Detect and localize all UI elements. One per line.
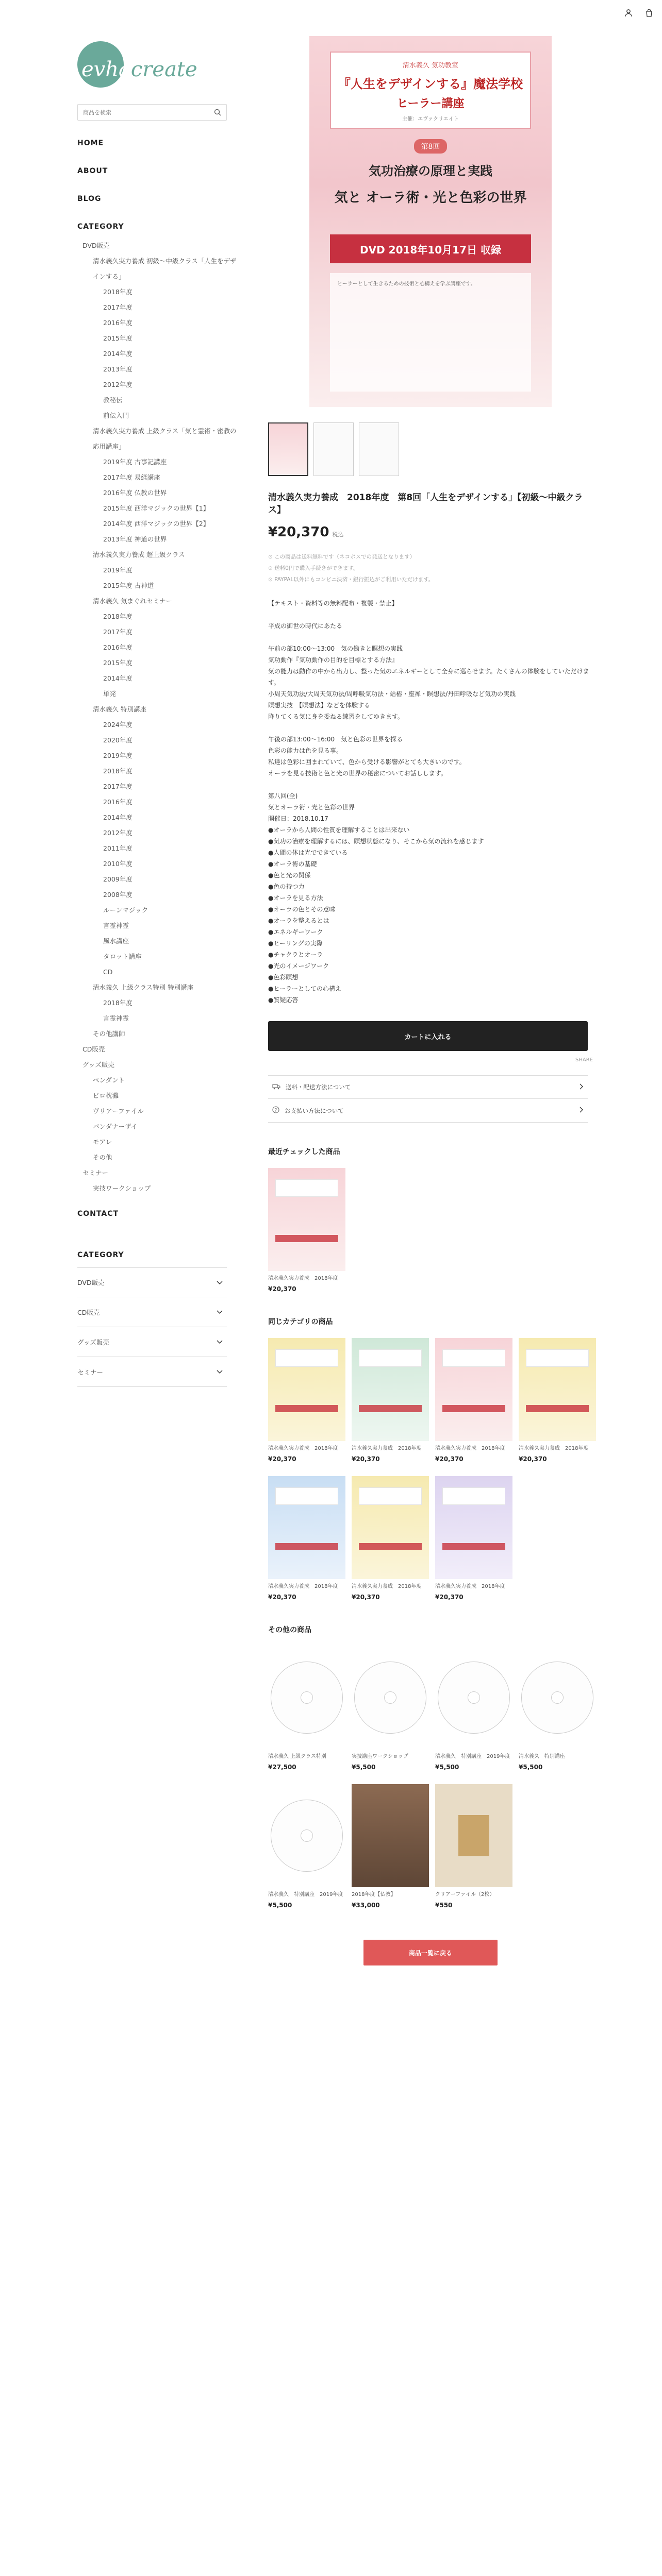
category-tree-item[interactable]: 2018年度: [103, 767, 133, 775]
disc-image: [438, 1662, 510, 1734]
header-icons: [624, 8, 654, 18]
product-card-price: ¥20,370: [268, 1455, 296, 1463]
category-tree-item[interactable]: 2014年度: [103, 814, 133, 821]
product-card-name[interactable]: 清水義久実力養成 2018年度: [268, 1276, 338, 1281]
category-tree-item[interactable]: 2019年度 古事記講座: [103, 458, 167, 466]
cover-title-band: [442, 1487, 505, 1505]
product-card-image[interactable]: [352, 1476, 429, 1579]
cover-date-band: [442, 1543, 505, 1550]
category-accordion-item[interactable]: [77, 1297, 227, 1327]
category-tree-item[interactable]: 2010年度: [103, 860, 133, 868]
product-card-price: ¥20,370: [435, 1455, 464, 1463]
recently-viewed-grid: [268, 1168, 593, 1293]
other-items-grid: [268, 1646, 593, 1909]
faq-item-left: [272, 1083, 351, 1091]
product-card-price: ¥20,370: [352, 1455, 380, 1463]
chevron-right-icon: [580, 1107, 584, 1114]
category-tree-item[interactable]: その他: [93, 1154, 112, 1161]
faq-item-label: 送料・配送方法について: [286, 1083, 351, 1091]
cover-title-band: [275, 1349, 338, 1367]
thumbnail-1[interactable]: [268, 422, 308, 476]
category-tree-item[interactable]: CD: [103, 968, 113, 976]
category-tree-item[interactable]: 2015年度: [103, 334, 133, 342]
hero-badge: 第8回: [414, 139, 448, 154]
product-card[interactable]: [268, 1784, 345, 1909]
category-accordion-item[interactable]: [77, 1357, 227, 1387]
product-card-image[interactable]: [519, 1338, 596, 1441]
category-tree-item[interactable]: 2014年度: [103, 350, 133, 358]
add-to-cart-button[interactable]: カートに入れる: [268, 1021, 588, 1051]
recently-viewed-title: 最近チェックした商品: [268, 1148, 340, 1156]
category-tree-item[interactable]: 言霊神霊: [103, 922, 129, 929]
product-card-name[interactable]: 清水義久実力養成 2018年度: [435, 1584, 505, 1589]
disc-hole: [468, 1691, 480, 1704]
nav-blog[interactable]: BLOG: [77, 195, 102, 203]
category-tree-item[interactable]: 教秘伝: [103, 396, 123, 404]
chevron-down-icon[interactable]: [217, 1308, 223, 1316]
hero-body: ヒーラーとして生きるための技術と心構えを学ぶ講座です。: [330, 273, 531, 392]
product-card[interactable]: [352, 1338, 429, 1463]
product-card-name[interactable]: 清水義久 上級クラス特別: [268, 1754, 326, 1759]
category-tree-item[interactable]: 2020年度: [103, 736, 133, 744]
product-card-name[interactable]: 清水義久 特別講座: [519, 1754, 565, 1759]
category-tree-item[interactable]: 2018年度: [103, 613, 133, 620]
category-tree-item[interactable]: バンダナーザイ: [93, 1123, 138, 1130]
category-tree-item[interactable]: グッズ販売: [82, 1061, 114, 1069]
category-tree-item[interactable]: 言霊神霊: [103, 1014, 129, 1022]
sidebar: [0, 0, 237, 1387]
product-card-price: ¥20,370: [519, 1455, 547, 1463]
category-tree-item[interactable]: 清水義久 上級クラス特別 特別講座: [93, 984, 194, 991]
category-tree-item[interactable]: 2014年度 西洋マジックの世界【2】: [103, 520, 210, 528]
svg-text:?: ?: [274, 1108, 277, 1113]
product-card[interactable]: [268, 1338, 345, 1463]
category-tree-item[interactable]: 2016年度: [103, 643, 133, 651]
disc-image: [354, 1662, 426, 1734]
category-tree-item[interactable]: 2008年度: [103, 891, 133, 899]
search-input[interactable]: [83, 109, 214, 116]
category-tree-item[interactable]: 2015年度 西洋マジックの世界【1】: [103, 504, 210, 512]
cover-title-band: [275, 1179, 338, 1197]
user-icon[interactable]: [624, 8, 633, 18]
category-accordion-label: DVD販売: [77, 1279, 105, 1286]
product-card-price: ¥20,370: [268, 1285, 296, 1293]
category-tree-item[interactable]: 単発: [103, 690, 117, 698]
product-card-price: ¥550: [435, 1902, 453, 1909]
product-card-image[interactable]: [268, 1784, 345, 1887]
product-card-image[interactable]: [352, 1646, 429, 1749]
search-icon[interactable]: [214, 109, 221, 116]
product-card-image[interactable]: [268, 1338, 345, 1441]
category-accordion-item[interactable]: [77, 1267, 227, 1297]
category-accordion-label: グッズ販売: [77, 1338, 109, 1346]
cover-image: [458, 1815, 489, 1856]
search-box[interactable]: [77, 104, 227, 121]
category-tree-item[interactable]: 清水義久 特別講座: [93, 705, 146, 713]
chevron-down-icon[interactable]: [217, 1279, 223, 1286]
product-card-image[interactable]: [435, 1646, 512, 1749]
product-card-price: ¥33,000: [352, 1902, 380, 1909]
category-tree-item[interactable]: 2017年度: [103, 303, 133, 311]
product-card-price: ¥5,500: [519, 1764, 543, 1771]
product-card-name[interactable]: 清水義久実力養成 2018年度: [435, 1446, 505, 1451]
cover-date-band: [442, 1405, 505, 1412]
product-price: [268, 524, 593, 540]
product-title: 清水義久実力養成 2018年度 第8回「人生をデザインする」【初級〜中級クラス】: [268, 493, 583, 515]
category-tree-item[interactable]: 2012年度: [103, 829, 133, 837]
question-icon: [272, 1106, 279, 1115]
nav-category[interactable]: CATEGORY: [77, 223, 124, 231]
same-category-grid: [268, 1338, 593, 1601]
faq-item-left: [272, 1106, 344, 1115]
product-note: ⊙ この商品は送料無料です（ネコポスでの発送となります）: [268, 551, 593, 563]
category-tree-item[interactable]: 2016年度 仏教の世界: [103, 489, 167, 497]
chevron-down-icon[interactable]: [217, 1338, 223, 1346]
hero-title-panel: [330, 52, 531, 129]
product-card-price: ¥20,370: [268, 1594, 296, 1601]
category-tree-item[interactable]: タロット講座: [103, 953, 142, 960]
main-nav: [77, 139, 237, 231]
price-value: ¥20,370: [268, 524, 329, 540]
thumbnail-3[interactable]: [359, 422, 399, 476]
category-tree-item[interactable]: 清水義久実力養成 上級クラス「気と霊術・密教の応用講座」: [93, 427, 237, 450]
product-card[interactable]: [352, 1476, 429, 1601]
category-accordion-label: CD販売: [77, 1308, 100, 1316]
cover-date-band: [275, 1235, 338, 1242]
hero-sub2: 気と オーラ術・光と色彩の世界: [334, 190, 527, 206]
product-card-image[interactable]: [352, 1784, 429, 1887]
cover-date-band: [275, 1405, 338, 1412]
disc-hole: [384, 1691, 396, 1704]
faq-list: [268, 1075, 588, 1123]
category-tree-item[interactable]: 2017年度: [103, 628, 133, 636]
logo-text: evhacreate: [81, 58, 197, 81]
product-card-image[interactable]: [352, 1338, 429, 1441]
cover-title-band: [359, 1487, 422, 1505]
category-tree-item[interactable]: 2024年度: [103, 721, 133, 728]
product-card[interactable]: [519, 1338, 596, 1463]
product-card-name[interactable]: クリアーファイル（2枚）: [435, 1892, 495, 1897]
product-card-image[interactable]: [435, 1784, 512, 1887]
category-tree-item[interactable]: 前伝入門: [103, 412, 129, 419]
category-tree: [77, 238, 237, 1196]
product-card-image[interactable]: [268, 1476, 345, 1579]
product-notes: [268, 551, 593, 585]
category-tree-item[interactable]: ペンダント: [93, 1076, 125, 1084]
product-card-name[interactable]: 清水義久実力養成 2018年度: [268, 1584, 338, 1589]
hero-line1: 清水義久 気功教室: [402, 62, 459, 70]
other-items-title: その他の商品: [268, 1626, 311, 1634]
category-tree-item[interactable]: モアレ: [93, 1138, 112, 1146]
category-tree-item[interactable]: 2018年度: [103, 999, 133, 1007]
category-accordion: [77, 1267, 227, 1387]
category-tree-item[interactable]: 2013年度: [103, 365, 133, 373]
nav-home[interactable]: HOME: [77, 139, 104, 147]
product-card-price: ¥5,500: [435, 1764, 459, 1771]
faq-item[interactable]: [268, 1075, 588, 1099]
category-accordion-item[interactable]: [77, 1327, 227, 1357]
brand-logo[interactable]: [77, 36, 197, 93]
nav-about[interactable]: ABOUT: [77, 167, 108, 175]
category-tree-item[interactable]: 2014年度: [103, 674, 133, 682]
category-tree-item[interactable]: 2017年度 易経講座: [103, 473, 160, 481]
product-card-price: ¥20,370: [435, 1594, 464, 1601]
cover-title-band: [526, 1349, 589, 1367]
category-tree-item[interactable]: 清水義久実力養成 超上級クラス: [93, 551, 185, 558]
product-card-image[interactable]: [268, 1646, 345, 1749]
category-tree-item[interactable]: 2016年度: [103, 319, 133, 327]
cart-icon[interactable]: [644, 8, 654, 18]
product-main-image[interactable]: [309, 36, 552, 407]
nav-contact[interactable]: CONTACT: [77, 1210, 119, 1218]
product-card-price: ¥27,500: [268, 1764, 296, 1771]
product-card[interactable]: [268, 1646, 345, 1771]
hero-line2: 『人生をデザインする』魔法学校: [338, 77, 523, 91]
hero-line3: ヒーラー講座: [396, 97, 465, 110]
category-tree-item[interactable]: 風水講座: [103, 937, 129, 945]
product-description: 【テキスト・資料等の無料配布・複製・禁止】 平成の御世の時代にあたる 午前の部10:00～13:00 気の働きと瞑想の実践 気功動作『気功動作の目的を目標とする方法』 気の能力は動作の中から出力し、整った気のエネルギーとして全身に巡らせます。たくさんの体験をしていただけます。 小周天気功法/大周天気功法/周呼吸気功法・站樁・座禅・瞑想法/丹田呼吸など気功の実践 瞑想実技 【瞑想法】などを体験する 降りてくる気に身を委ねる練習をしてゆきます。 午後の部13:00～16:00 気と色彩の世界を探る 色彩の能力は色を見る事。 私達は色彩に囲まれていて、色から受ける影響がとても大きいのです。 オーラを見る技術と色と光の世界の秘密についてお話しします。 第八回(全) 気とオーラ術・光と色彩の世界 開催日：2018.10.17 ●オーラから人間の性質を理解することは出来ない ●気功の治療を理解するには、瞑想状態になり、そこから気の流れを感じます ●人間の体は光でできている ●オーラ術の基礎 ●色と光の関係 ●色の持つ力 ●オーラを見る方法 ●オーラの色とその意味 ●オーラを整えるとは ●エネルギーワーク ●ヒーリングの実際 ●チャクラとオーラ ●光のイメージワーク ●色彩瞑想 ●ヒーラーとしての心構え ●質疑応答: [268, 600, 589, 1004]
faq-item[interactable]: [268, 1099, 588, 1123]
product-card[interactable]: [268, 1476, 345, 1601]
category-tree-item[interactable]: 清水義久 気まぐれセミナー: [93, 597, 172, 605]
product-card[interactable]: [435, 1338, 512, 1463]
cover-date-band: [359, 1405, 422, 1412]
cover-date-band: [275, 1543, 338, 1550]
product-card-name[interactable]: 清水義久実力養成 2018年度: [268, 1446, 338, 1451]
product-card[interactable]: [435, 1646, 512, 1771]
hero-line4: 主催：エヴァクリエイト: [402, 116, 459, 122]
product-card-image[interactable]: [435, 1476, 512, 1579]
back-to-list-button[interactable]: 商品一覧に戻る: [363, 1940, 498, 1965]
category-tree-item[interactable]: 2013年度 神道の世界: [103, 535, 167, 543]
cover-date-band: [526, 1405, 589, 1412]
product-card[interactable]: [268, 1168, 345, 1293]
hero-sub1: 気功治療の原理と実践: [369, 164, 492, 178]
category-tree-item[interactable]: DVD販売: [82, 242, 110, 249]
product-card[interactable]: [435, 1476, 512, 1601]
chevron-right-icon: [580, 1083, 584, 1091]
product-card[interactable]: [352, 1646, 429, 1771]
disc-image: [271, 1800, 343, 1872]
category-tree-item[interactable]: 清水義久実力養成 初級～中級クラス「人生をデザインする」: [93, 257, 237, 280]
category-tree-item[interactable]: 2012年度: [103, 381, 133, 388]
category-tree-item[interactable]: 2018年度: [103, 288, 133, 296]
product-card-price: ¥5,500: [268, 1902, 292, 1909]
product-card[interactable]: [435, 1784, 512, 1909]
product-note: ⊙ 送料0円で購入手続きができます。: [268, 563, 593, 574]
product-card-name[interactable]: 清水義久実力養成 2018年度: [519, 1446, 589, 1451]
share-link[interactable]: SHARE: [575, 1057, 593, 1063]
product-card-name[interactable]: 清水義久 特別講座 2019年度: [268, 1892, 343, 1897]
category-tree-item[interactable]: ピロ枕灘: [93, 1092, 119, 1099]
product-note: ⊙ PAYPAL以外にもコンビニ決済・銀行振込がご利用いただけます。: [268, 574, 593, 585]
product-card-image[interactable]: [519, 1646, 596, 1749]
category-tree-item[interactable]: 2019年度: [103, 566, 133, 574]
disc-hole: [551, 1691, 564, 1704]
category-tree-item[interactable]: 2011年度: [103, 844, 133, 852]
category-tree-item[interactable]: 2015年度: [103, 659, 133, 667]
cover-title-band: [275, 1487, 338, 1505]
truck-icon: [272, 1083, 280, 1091]
product-card-image[interactable]: [435, 1338, 512, 1441]
category-tree-item[interactable]: 実技ワークショップ: [93, 1184, 151, 1192]
hero-date: DVD 2018年10月17日 収録: [330, 234, 531, 263]
category-accordion-title: CATEGORY: [77, 1251, 124, 1259]
category-tree-item[interactable]: その他講師: [93, 1030, 125, 1038]
product-card-price: ¥20,370: [352, 1594, 380, 1601]
product-main: [268, 0, 593, 1965]
product-card-name[interactable]: 清水義久実力養成 2018年度: [352, 1446, 422, 1451]
category-tree-item[interactable]: CD販売: [82, 1045, 105, 1053]
product-card-price: ¥5,500: [352, 1764, 376, 1771]
disc-image: [521, 1662, 593, 1734]
category-tree-item[interactable]: ヴリアーファイル: [93, 1107, 144, 1115]
faq-item-label: お支払い方法について: [285, 1107, 344, 1114]
category-tree-item[interactable]: 2015年度 古神道: [103, 582, 154, 589]
chevron-down-icon[interactable]: [217, 1368, 223, 1376]
product-card[interactable]: [352, 1784, 429, 1909]
product-card-name[interactable]: 2018年度【仏教】: [352, 1892, 396, 1897]
tax-note: 税込: [332, 531, 344, 538]
category-tree-item[interactable]: 2016年度: [103, 798, 133, 806]
cover-title-band: [442, 1349, 505, 1367]
product-card[interactable]: [519, 1646, 596, 1771]
disc-hole: [301, 1691, 313, 1704]
product-card-name[interactable]: 清水義久 特別講座 2019年度: [435, 1754, 510, 1759]
category-tree-item[interactable]: 2019年度: [103, 752, 133, 759]
category-tree-item[interactable]: セミナー: [82, 1169, 109, 1177]
thumbnail-2[interactable]: [313, 422, 354, 476]
thumbnail-strip: [268, 422, 593, 476]
category-tree-item[interactable]: 2017年度: [103, 783, 133, 790]
product-card-name[interactable]: 実技講座ワークショップ: [352, 1754, 408, 1759]
category-accordion-label: セミナー: [77, 1368, 104, 1376]
cover-title-band: [359, 1349, 422, 1367]
product-card-image[interactable]: [268, 1168, 345, 1271]
cover-date-band: [359, 1543, 422, 1550]
disc-hole: [301, 1829, 313, 1842]
product-card-name[interactable]: 清水義久実力養成 2018年度: [352, 1584, 422, 1589]
hero-sub-panel: [330, 139, 531, 222]
disc-image: [271, 1662, 343, 1734]
category-tree-item[interactable]: ルーンマジック: [103, 906, 148, 914]
same-category-title: 同じカテゴリの商品: [268, 1318, 333, 1326]
category-tree-item[interactable]: 2009年度: [103, 875, 133, 883]
